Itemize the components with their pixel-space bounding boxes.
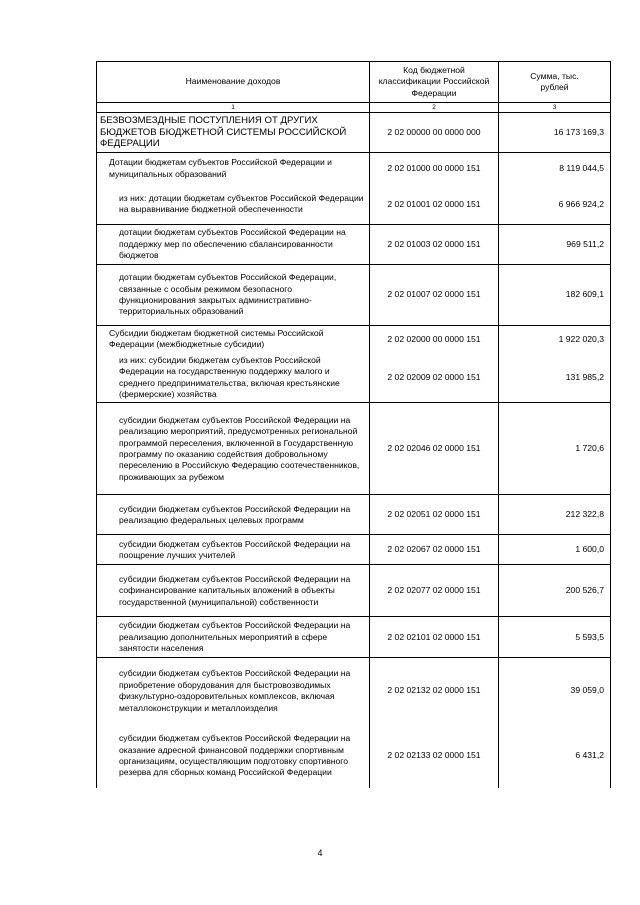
row-name: субсидии бюджетам субъектов Российской Федерации на софинансирование капитальных вложений в объекты государственной (муниципальной) собственности xyxy=(97,565,370,617)
row-name: субсидии бюджетам субъектов Российской Федерации на поощрение лучших учителей xyxy=(97,535,370,565)
table-row xyxy=(97,724,611,788)
row-code: 2 02 02067 02 0000 151 xyxy=(370,535,499,565)
table-row xyxy=(97,403,611,495)
row-code: 2 02 02051 02 0000 151 xyxy=(370,495,499,535)
row-name: Субсидии бюджетам бюджетной системы Российской Федерации (межбюджетные субсидии) xyxy=(97,326,370,353)
row-code: 2 02 01007 02 0000 151 xyxy=(370,265,499,326)
row-name: дотации бюджетам субъектов Российской Федерации на поддержку мер по обеспечению сбалансированности бюджетов xyxy=(97,225,370,265)
row-code: 2 02 02000 00 0000 151 xyxy=(370,326,499,353)
revenue-table xyxy=(96,61,611,788)
column-number-2: 2 xyxy=(370,103,499,113)
row-sum: 6 966 924,2 xyxy=(499,185,611,225)
row-sum: 6 431,2 xyxy=(499,724,611,788)
row-name: субсидии бюджетам субъектов Российской Федерации на реализацию мероприятий, предусмотренных региональной программой переселения, включенной в Государственную программу по оказанию содействия добровольному переселению в Российскую Федерацию соотечественников, проживающих за рубежом xyxy=(97,403,370,495)
row-sum: 39 059,0 xyxy=(499,658,611,724)
row-name: субсидии бюджетам субъектов Российской Федерации на реализацию федеральных целевых программ xyxy=(97,495,370,535)
row-sum: 1 922 020,3 xyxy=(499,326,611,353)
row-name: субсидии бюджетам субъектов Российской Федерации на реализацию дополнительных мероприятий в сфере занятости населения xyxy=(97,617,370,658)
page-number: 4 xyxy=(317,848,323,858)
row-code: 2 02 02077 02 0000 151 xyxy=(370,565,499,617)
row-name: субсидии бюджетам субъектов Российской Федерации на приобретение оборудования для быстровозводимых физкультурно-оздоровительных комплексов, включая металлоконструкции и металлоизделия xyxy=(97,658,370,724)
row-code: 2 02 02132 02 0000 151 xyxy=(370,658,499,724)
row-code: 2 02 02101 02 0000 151 xyxy=(370,617,499,658)
table-row xyxy=(97,535,611,565)
column-number-row xyxy=(97,103,611,113)
table-row xyxy=(97,153,611,185)
row-name: Дотации бюджетам субъектов Российской Федерации и муниципальных образований xyxy=(97,153,370,185)
row-name: БЕЗВОЗМЕЗДНЫЕ ПОСТУПЛЕНИЯ ОТ ДРУГИХ БЮДЖЕТОВ БЮДЖЕТНОЙ СИСТЕМЫ РОССИЙСКОЙ ФЕДЕРАЦИИ xyxy=(97,113,370,153)
table-row xyxy=(97,225,611,265)
row-sum: 16 173 169,3 xyxy=(499,113,611,153)
table-row xyxy=(97,565,611,617)
row-sum: 969 511,2 xyxy=(499,225,611,265)
header-sum: Сумма, тыс. рублей xyxy=(499,62,611,103)
row-code: 2 02 02046 02 0000 151 xyxy=(370,403,499,495)
column-number-1: 1 xyxy=(97,103,370,113)
table-row xyxy=(97,113,611,153)
row-sum: 131 985,2 xyxy=(499,353,611,403)
row-code: 2 02 00000 00 0000 000 xyxy=(370,113,499,153)
row-name: дотации бюджетам субъектов Российской Федерации, связанные с особым режимом безопасного функционирования закрытых административно-территориальных образований xyxy=(97,265,370,326)
row-code: 2 02 02009 02 0000 151 xyxy=(370,353,499,403)
table-row xyxy=(97,658,611,724)
table-row xyxy=(97,495,611,535)
row-name: субсидии бюджетам субъектов Российской Федерации на оказание адресной финансовой поддержки спортивным организациям, осуществляющим подготовку спортивного резерва для сборных команд Российской Федерации xyxy=(97,724,370,788)
header-code: Код бюджетной классификации Российской Федерации xyxy=(370,62,499,103)
row-name: из них: субсидии бюджетам субъектов Российской Федерации на государственную поддержку малого и среднего предпринимательства, включая крестьянские (фермерские) хозяйства xyxy=(97,353,370,403)
row-sum: 5 593,5 xyxy=(499,617,611,658)
header-name: Наименование доходов xyxy=(97,62,370,103)
row-code: 2 02 01003 02 0000 151 xyxy=(370,225,499,265)
table-row xyxy=(97,617,611,658)
table-row xyxy=(97,353,611,403)
row-sum: 8 119 044,5 xyxy=(499,153,611,185)
column-number-3: 3 xyxy=(499,103,611,113)
row-name: из них: дотации бюджетам субъектов Российской Федерации на выравнивание бюджетной обеспеченности xyxy=(97,185,370,225)
table-row xyxy=(97,185,611,225)
row-code: 2 02 01000 00 0000 151 xyxy=(370,153,499,185)
row-sum: 212 322,8 xyxy=(499,495,611,535)
row-sum: 182 609,1 xyxy=(499,265,611,326)
row-sum: 200 526,7 xyxy=(499,565,611,617)
header-row xyxy=(97,62,611,103)
table-row xyxy=(97,326,611,353)
row-sum: 1 600,0 xyxy=(499,535,611,565)
row-code: 2 02 02133 02 0000 151 xyxy=(370,724,499,788)
row-code: 2 02 01001 02 0000 151 xyxy=(370,185,499,225)
table-row xyxy=(97,265,611,326)
row-sum: 1 720,6 xyxy=(499,403,611,495)
